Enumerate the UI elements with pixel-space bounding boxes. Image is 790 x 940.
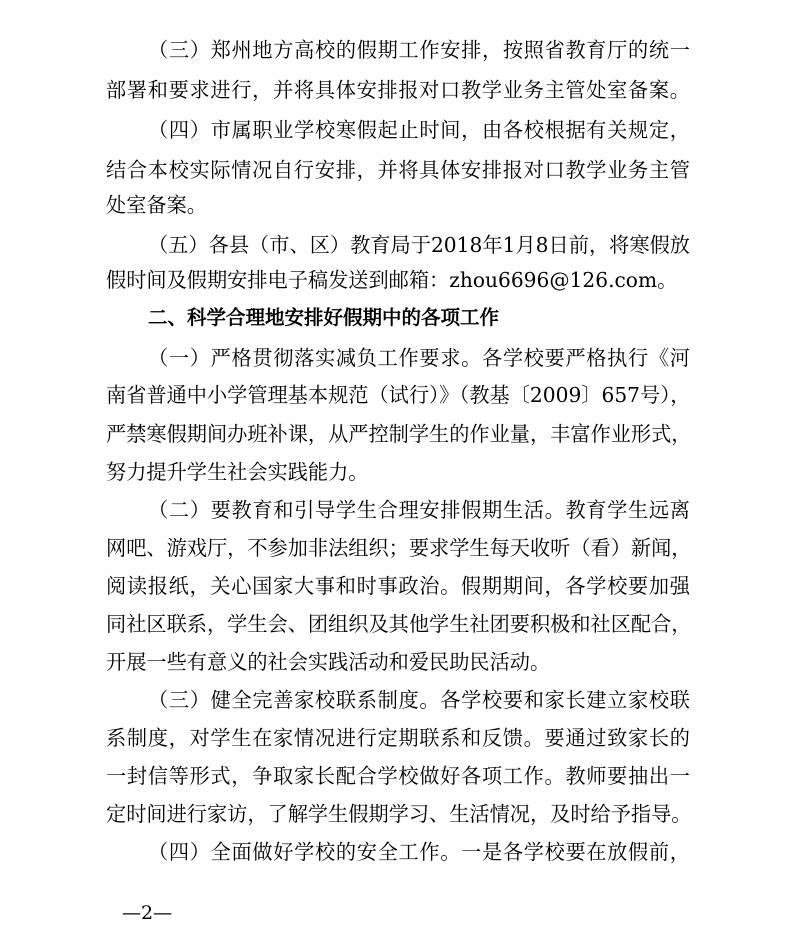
text-line: 严禁寒假期间办班补课，从严控制学生的作业量，丰富作业形式， [106,422,692,446]
text-line: 阅读报纸，关心国家大事和时事政治。假期期间，各学校要加强 [106,574,690,598]
text-line: 部署和要求进行，并将具体安排报对口教学业务主管处室备案。 [106,78,690,102]
text-line: 定时间进行家访，了解学生假期学习、生活情况，及时给予指导。 [106,802,692,826]
text-line: 假时间及假期安排电子稿发送到邮箱：zhou6696@126.com。 [106,268,678,292]
page-number: —2— [122,902,173,924]
text-line: 努力提升学生社会实践能力。 [106,460,369,484]
text-line: （五）各县（市、区）教育局于2018年1月8日前，将寒假放 [148,233,690,257]
text-line: 南省普通中小学管理基本规范（试行）》（教基〔2009〕657号）， [106,383,691,407]
text-line: 结合本校实际情况自行安排，并将具体安排报对口教学业务主管 [106,158,690,182]
text-line: 处室备案。 [106,193,207,217]
text-line: （二）要教育和引导学生合理安排假期生活。教育学生远离 [148,498,690,522]
text-line: 一封信等形式，争取家长配合学校做好各项工作。教师要抽出一 [106,764,690,788]
text-line: 开展一些有意义的社会实践活动和爱民助民活动。 [106,650,551,674]
text-line: 同社区联系，学生会、团组织及其他学生社团要积极和社区配合， [106,612,692,636]
text-line: 系制度，对学生在家情况进行定期联系和反馈。要通过致家长的 [106,726,690,750]
text-line: （四）市属职业学校寒假起止时间，由各校根据有关规定， [148,118,690,142]
text-line: 网吧、游戏厅，不参加非法组织；要求学生每天收听（看）新闻， [106,536,692,560]
text-line: （四）全面做好学校的安全工作。一是各学校要在放假前， [148,840,690,864]
section-heading: 二、科学合理地安排好假期中的各项工作 [148,306,500,329]
text-line: （三）健全完善家校联系制度。各学校要和家长建立家校联 [148,688,690,712]
text-line: （一）严格贯彻落实减负工作要求。各学校要严格执行《河 [148,346,690,370]
text-line: （三）郑州地方高校的假期工作安排，按照省教育厅的统一 [148,38,690,62]
